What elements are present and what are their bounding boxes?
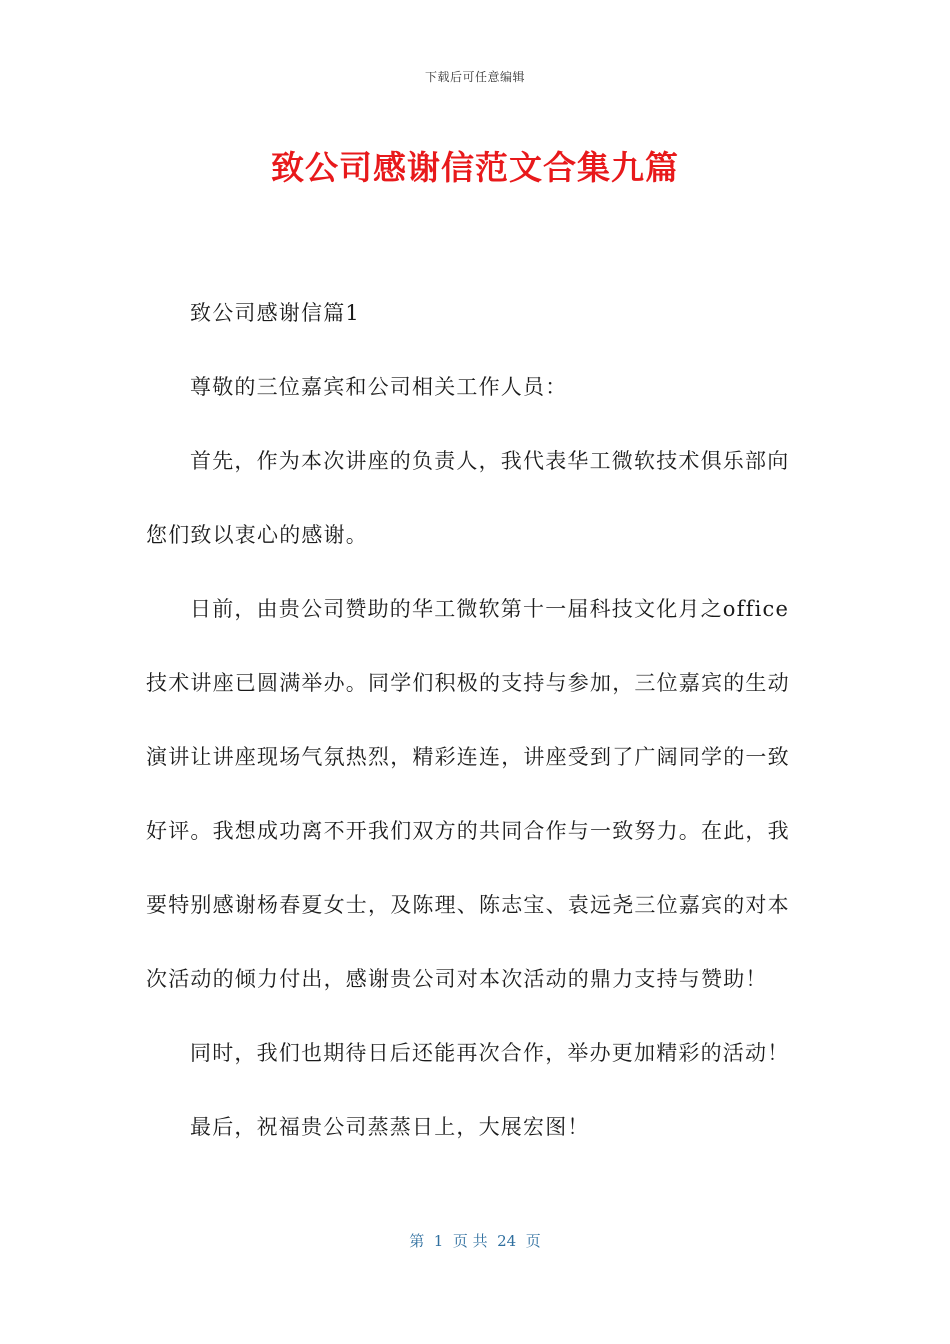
header-note: 下载后可任意编辑 xyxy=(424,70,525,84)
document-body xyxy=(146,276,800,1164)
closing-paragraph: 最后，祝福贵公司蒸蒸日上，大展宏图！ xyxy=(190,1115,590,1139)
section-heading: 致公司感谢信篇1 xyxy=(190,301,360,325)
body-paragraph: 日前，由贵公司赞助的华工微软第十一届科技文化月之office技术讲座已圆满举办。同学们积极的支持与参加，三位嘉宾的生动演讲让讲座现场气氛热烈，精彩连连，讲座受到了广阔同学的一致好评。我想成功离不开我们双方的共同合作与一致努力。在此，我要特别感谢杨春夏女士，及陈理、陈志宝、袁远尧三位嘉宾的对本次活动的倾力付出，感谢贵公司对本次活动的鼎力支持与赞助！ xyxy=(146,597,790,991)
body-paragraph: 首先，作为本次讲座的负责人，我代表华工微软技术俱乐部向您们致以衷心的感谢。 xyxy=(146,449,790,547)
page-number: 第 1 页 共 24 页 xyxy=(409,1232,541,1250)
document-title: 致公司感谢信范文合集九篇 xyxy=(271,148,679,187)
body-paragraph: 同时，我们也期待日后还能再次合作，举办更加精彩的活动！ xyxy=(190,1041,790,1065)
salutation: 尊敬的三位嘉宾和公司相关工作人员： xyxy=(190,375,568,399)
